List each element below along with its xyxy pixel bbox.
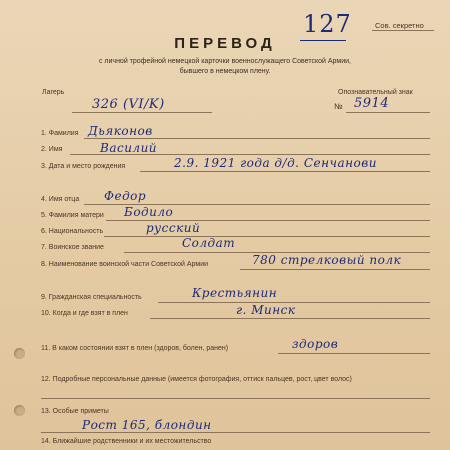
page-subtitle-line1: с личной трофейной немецкой карточки военнослужащего Советской Армии, [98,58,352,65]
field-line-8 [240,269,430,270]
classification-underline [372,30,434,31]
field-line-3 [140,171,430,172]
field-value-13: Рост 165, блондин [82,418,212,432]
field-label-1: 1. Фамилия [41,130,79,137]
field-value-6: русский [146,221,201,235]
punch-hole-top [14,348,25,359]
field-line-11 [278,353,430,354]
field-line-10 [150,318,430,319]
field-label-10: 10. Когда и где взят в плен [41,310,128,317]
field-line-1 [84,138,430,139]
field-value-4: Федор [104,189,147,203]
page-subtitle-line2: бывшего в немецком плену. [179,68,271,75]
tag-line [346,112,430,113]
field-label-4: 4. Имя отца [41,196,80,203]
document-number: 127 [303,10,352,38]
camp-line [72,112,212,113]
field-value-3: 2.9. 1921 года д/д. Сенчанови [174,156,377,170]
field-label-2: 2. Имя [41,146,63,153]
field-value-1: Дьяконов [88,124,153,138]
field-value-5: Бодило [124,205,174,219]
tag-label: Опознавательный знак [338,89,413,96]
field-value-8: 780 стрелковый полк [252,253,402,267]
camp-label: Лагерь [42,89,65,96]
tag-number-prefix: № [334,102,343,111]
field-value-11: здоров [292,337,339,351]
field-label-12: 12. Подробные персональные данные (имеется фотография, оттиск пальцев, рост, цвет волос) [41,376,352,383]
field-value-2: Василий [100,141,158,155]
field-label-9: 9. Гражданская специальность [41,294,142,301]
field-label-5: 5. Фамилия матери [41,212,104,219]
field-value-9: Крестьянин [192,286,278,300]
field-line-13 [41,432,430,433]
field-line-12 [41,398,430,399]
field-value-10: г. Минск [236,303,296,317]
punch-hole-bottom [14,405,25,416]
field-label-3: 3. Дата и место рождения [41,163,126,170]
tag-value: 5914 [354,96,390,111]
field-label-14: 14. Ближайшие родственники и их местожительство [41,438,212,445]
classification-stamp: Сов. секретно [375,21,424,30]
page-title: ПЕРЕВОД [174,35,276,52]
field-value-7: Солдат [182,236,236,250]
field-label-13: 13. Особые приметы [41,408,109,415]
field-label-11: 11. В каком состоянии взят в плен (здоров, болен, ранен) [41,345,229,352]
field-label-7: 7. Воинское звание [41,244,104,251]
field-line-6 [104,236,430,237]
camp-value: 326 (VI/K) [92,97,165,112]
field-label-8: 8. Наименование воинской части Советской Армии [41,261,209,268]
field-label-6: 6. Национальность [41,228,104,235]
